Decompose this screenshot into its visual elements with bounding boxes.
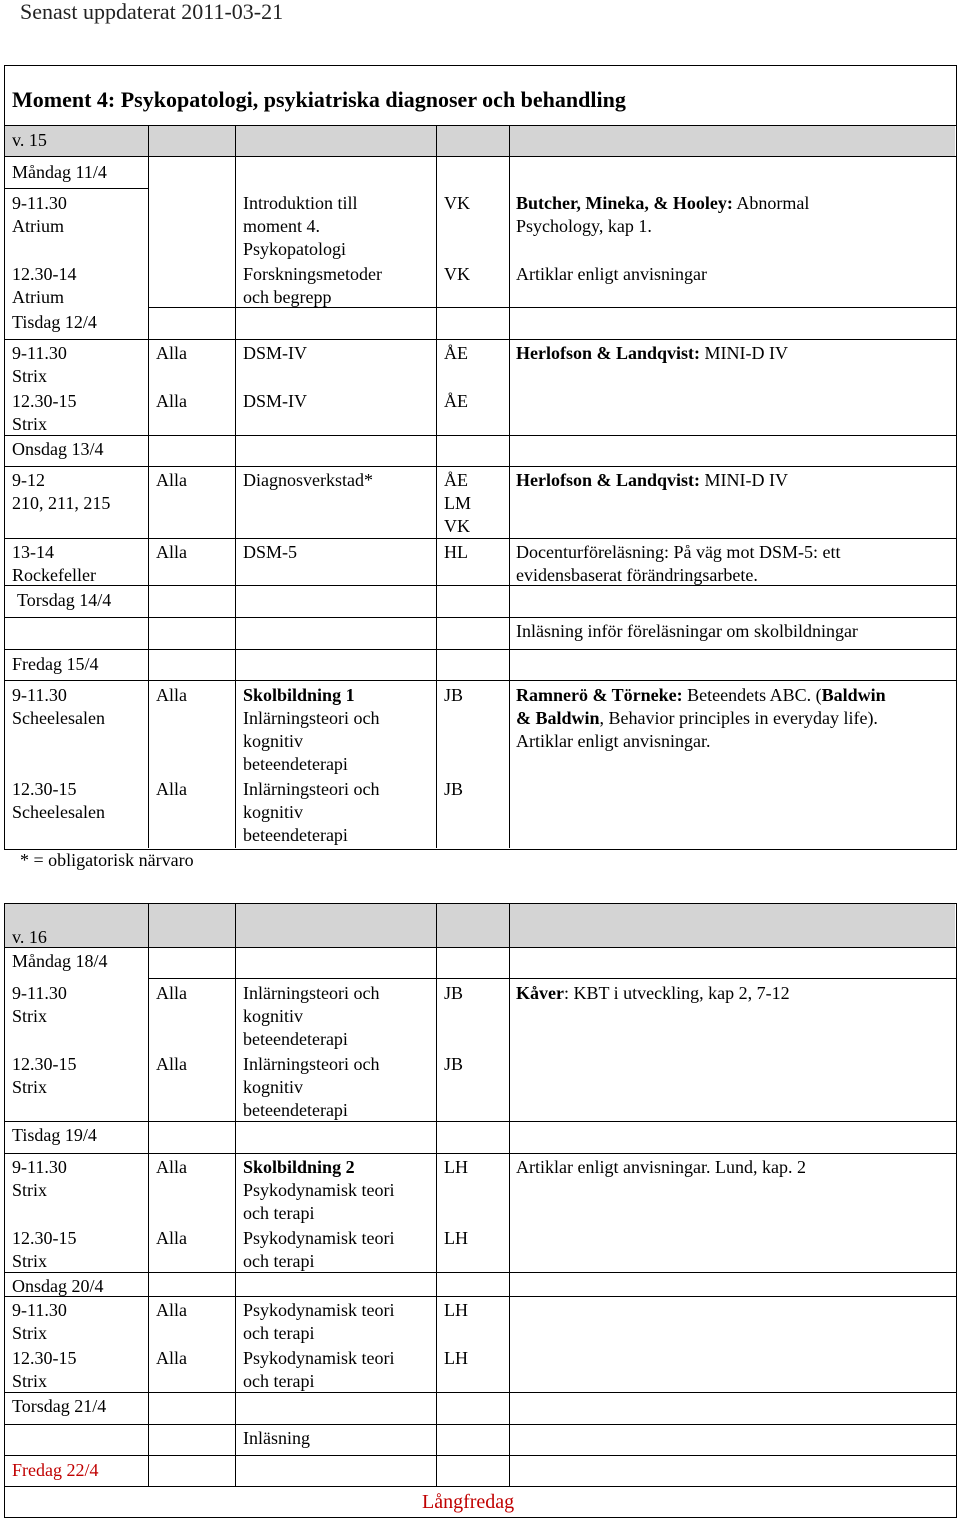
session-time: 9-11.30 <box>12 193 67 213</box>
week-16-shade-teacher <box>437 904 509 947</box>
session-room: Atrium <box>12 216 64 236</box>
session-teacher: VK <box>444 264 470 284</box>
session-literature: Herlofson & Landqvist: MINI-D IV <box>516 343 789 363</box>
session-room: Strix <box>12 414 48 434</box>
session-literature: & Baldwin, Behavior principles in everyday life). <box>516 708 878 728</box>
session-topic: Forskningsmetoder <box>243 264 382 284</box>
session-time: 9-11.30 <box>12 685 67 705</box>
week-16-shade-alla <box>149 904 235 947</box>
session-literature: Docenturföreläsning: På väg mot DSM-5: ett <box>516 542 841 562</box>
schedule-table-week-16 <box>4 903 957 1518</box>
week-16-shade-topic <box>236 904 436 947</box>
session-time: 12.30-14 <box>12 264 77 284</box>
session-topic: DSM-IV <box>243 391 308 411</box>
session-topic: beteendeterapi <box>243 1100 348 1120</box>
session-topic: Inlärningsteori och <box>243 779 380 799</box>
session-audience: Alla <box>156 343 187 363</box>
session-topic: DSM-IV <box>243 343 308 363</box>
last-updated-header: Senast uppdaterat 2011-03-21 <box>20 0 284 24</box>
session-teacher: ÅE <box>444 470 468 490</box>
session-audience: Alla <box>156 1054 187 1074</box>
reading-note: Inläsning <box>243 1428 310 1448</box>
session-literature: Artiklar enligt anvisningar <box>516 264 707 284</box>
session-topic: Diagnosverkstad* <box>243 470 373 490</box>
session-literature: Herlofson & Landqvist: MINI-D IV <box>516 470 789 490</box>
day-heading-tuesday: Tisdag 19/4 <box>12 1125 97 1145</box>
schedule-table-week-15 <box>4 65 957 850</box>
session-teacher: JB <box>444 1054 464 1074</box>
session-topic: beteendeterapi <box>243 825 348 845</box>
session-room: Strix <box>12 1371 48 1391</box>
session-teacher: JB <box>444 685 464 705</box>
day-heading-wednesday: Onsdag 20/4 <box>12 1276 104 1296</box>
session-audience: Alla <box>156 391 187 411</box>
session-topic-heading: Skolbildning 2 <box>243 1157 355 1177</box>
session-time: 9-11.30 <box>12 343 67 363</box>
session-topic: Psykodynamisk teori <box>243 1180 395 1200</box>
session-literature: Ramnerö & Törneke: Beteendets ABC. (Baldwin <box>516 685 886 705</box>
session-literature: Artiklar enligt anvisningar. <box>516 731 711 751</box>
session-time: 9-11.30 <box>12 1300 67 1320</box>
day-heading-friday: Fredag 15/4 <box>12 654 99 674</box>
session-room: 210, 211, 215 <box>12 493 111 513</box>
week-15-label: v. 15 <box>12 130 47 150</box>
session-time: 13-14 <box>12 542 54 562</box>
session-topic: kognitiv <box>243 1077 304 1097</box>
session-literature: Butcher, Mineka, & Hooley: Abnormal <box>516 193 810 213</box>
session-audience: Alla <box>156 1300 187 1320</box>
session-time: 12.30-15 <box>12 1054 77 1074</box>
session-topic: beteendeterapi <box>243 754 348 774</box>
session-room: Scheelesalen <box>12 708 105 728</box>
session-audience: Alla <box>156 542 187 562</box>
session-teacher: ÅE <box>444 391 468 411</box>
session-topic: och terapi <box>243 1251 315 1271</box>
session-topic: kognitiv <box>243 731 304 751</box>
day-heading-tuesday: Tisdag 12/4 <box>12 312 97 332</box>
session-topic: Introduktion till <box>243 193 358 213</box>
session-topic: Inlärningsteori och <box>243 708 380 728</box>
session-audience: Alla <box>156 685 187 705</box>
session-room: Atrium <box>12 287 64 307</box>
session-teacher: HL <box>444 542 468 562</box>
day-heading-thursday: Torsdag 21/4 <box>12 1396 107 1416</box>
week-15-shade-alla <box>149 126 235 156</box>
day-heading-monday: Måndag 18/4 <box>12 951 108 971</box>
footnote-mandatory: * = obligatorisk närvaro <box>20 850 194 870</box>
session-topic: och terapi <box>243 1371 315 1391</box>
session-room: Scheelesalen <box>12 802 105 822</box>
session-topic: Psykodynamisk teori <box>243 1348 395 1368</box>
session-teacher: LH <box>444 1228 468 1248</box>
session-time: 12.30-15 <box>12 779 77 799</box>
session-topic: Psykodynamisk teori <box>243 1228 395 1248</box>
session-time: 12.30-15 <box>12 1348 77 1368</box>
session-teacher: VK <box>444 516 470 536</box>
session-time: 12.30-15 <box>12 1228 77 1248</box>
session-topic: och begrepp <box>243 287 332 307</box>
week-15-shade-lit <box>510 126 955 156</box>
session-literature: evidensbaserat förändringsarbete. <box>516 565 758 585</box>
session-literature: Psychology, kap 1. <box>516 216 652 236</box>
moment-title: Moment 4: Psykopatologi, psykiatriska diagnoser och behandling <box>12 87 626 112</box>
day-heading-monday: Måndag 11/4 <box>12 162 107 182</box>
session-teacher: LH <box>444 1300 468 1320</box>
session-teacher: LM <box>444 493 471 513</box>
session-time: 12.30-15 <box>12 391 77 411</box>
holiday-label: Långfredag <box>422 1491 515 1513</box>
session-time: 9-11.30 <box>12 1157 67 1177</box>
session-topic: Psykopatologi <box>243 239 347 259</box>
session-audience: Alla <box>156 983 187 1003</box>
session-literature: Kåver: KBT i utveckling, kap 2, 7-12 <box>516 983 790 1003</box>
day-heading-thursday: Torsdag 14/4 <box>17 590 112 610</box>
session-topic: och terapi <box>243 1323 315 1343</box>
session-room: Strix <box>12 1180 48 1200</box>
week-15-shade-topic <box>236 126 436 156</box>
day-heading-wednesday: Onsdag 13/4 <box>12 439 104 459</box>
session-audience: Alla <box>156 470 187 490</box>
session-time: 9-11.30 <box>12 983 67 1003</box>
session-teacher: LH <box>444 1157 468 1177</box>
session-teacher: LH <box>444 1348 468 1368</box>
week-15-shade-teacher <box>437 126 509 156</box>
session-room: Strix <box>12 1006 48 1026</box>
session-topic-heading: Skolbildning 1 <box>243 685 355 705</box>
session-topic: Psykodynamisk teori <box>243 1300 395 1320</box>
session-topic: Inlärningsteori och <box>243 1054 380 1074</box>
week-16-shade-lit <box>510 904 955 947</box>
session-audience: Alla <box>156 1228 187 1248</box>
day-heading-friday: Fredag 22/4 <box>12 1460 99 1480</box>
session-audience: Alla <box>156 1348 187 1368</box>
session-topic: DSM-5 <box>243 542 298 562</box>
session-topic: och terapi <box>243 1203 315 1223</box>
session-teacher: ÅE <box>444 343 468 363</box>
reading-note: Inläsning inför föreläsningar om skolbildningar <box>516 621 858 641</box>
session-audience: Alla <box>156 779 187 799</box>
week-16-label: v. 16 <box>12 927 47 947</box>
session-room: Rockefeller <box>12 565 96 585</box>
session-teacher: JB <box>444 983 464 1003</box>
session-topic: kognitiv <box>243 802 304 822</box>
session-room: Strix <box>12 1323 48 1343</box>
session-audience: Alla <box>156 1157 187 1177</box>
session-topic: moment 4. <box>243 216 320 236</box>
session-time: 9-12 <box>12 470 45 490</box>
session-teacher: VK <box>444 193 470 213</box>
session-room: Strix <box>12 1251 48 1271</box>
session-teacher: JB <box>444 779 464 799</box>
session-topic: Inlärningsteori och <box>243 983 380 1003</box>
session-literature: Artiklar enligt anvisningar. Lund, kap. 2 <box>516 1157 806 1177</box>
session-topic: kognitiv <box>243 1006 304 1026</box>
session-topic: beteendeterapi <box>243 1029 348 1049</box>
session-room: Strix <box>12 366 48 386</box>
session-room: Strix <box>12 1077 48 1097</box>
